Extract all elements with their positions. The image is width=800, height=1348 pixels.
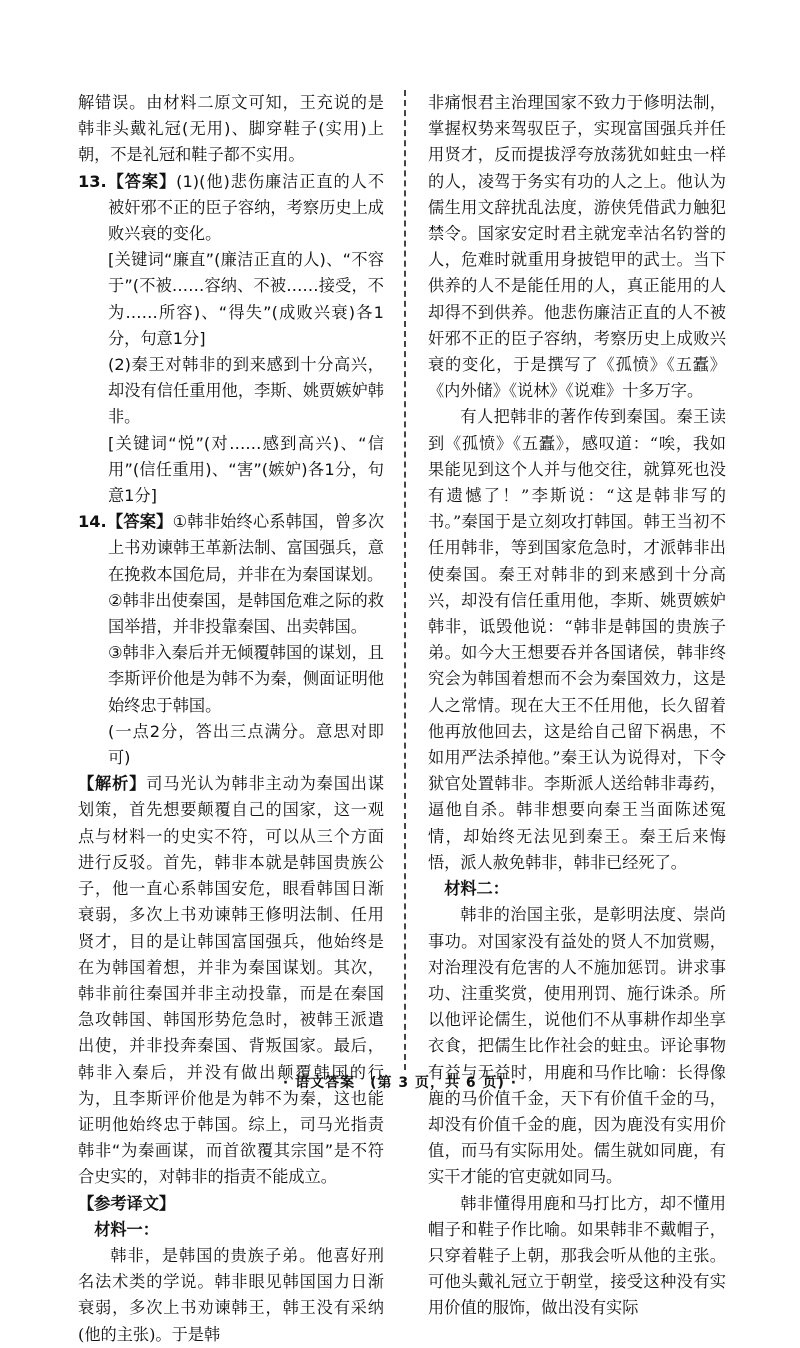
q13-keywords-1: [关键词“廉直”(廉洁正直的人)、“不容于”(不被……容纳、不被……接受，不为……所容)、“得失”(成败兴衰)各1分，句意1分] bbox=[108, 250, 384, 348]
material-2-paragraph-1: 韩非的治国主张，是彰明法度、崇尚事功。对国家没有益处的贤人不加赏赐，对治理没有危害的人不施加惩罚。讲求事功、注重奖赏，使用刑罚、施行诛杀。所以他评论儒生，说他们不从事耕作却坐享衣食，把儒生比作社会的蛀虫。评论事物有益与无益时，用鹿和马作比喻：长得像鹿的马价值千金，天下有价值千金的马，却没有价值千金的鹿，因为鹿没有实用价值，而马有实际用处。儒生就如同鹿，有实干才能的官吏就如同马。 bbox=[428, 905, 726, 1187]
material-1-paragraph-1: 韩非，是韩国的贵族子弟。他喜好刑名法术类的学说。韩非眼见韩国国力日渐衰弱，多次上书劝谏韩王，韩王没有采纳(他的主张)。于是韩 bbox=[78, 1245, 384, 1344]
q14-answer-tag: 【答案】 bbox=[106, 512, 173, 532]
left-column bbox=[78, 90, 384, 1348]
right-column bbox=[428, 90, 726, 1322]
q13-keywords-2: [关键词“悦”(对……感到高兴)、“信用”(信任重用)、“害”(嫉妒)各1分，句意1分] bbox=[108, 433, 384, 506]
material-2-paragraph-2: 韩非懂得用鹿和马打比方，却不懂用帽子和鞋子作比喻。如果韩非不戴帽子，只穿着鞋子上朝，那我会听从他的主张。可他头戴礼冠立于朝堂，接受这种没有实用价值的服饰，做出没有实际 bbox=[428, 1193, 726, 1318]
q14-answer-1-text: ①韩非始终心系韩国，曾多次上书劝谏韩王革新法制、富国强兵，意在挽救本国危局，并非在为秦国谋划。 bbox=[108, 512, 385, 584]
q14-analysis-text: 司马光认为韩非主动为秦国出谋划策，首先想要颠覆自己的国家，这一观点与材料一的史实不符，可以从三个方面进行反驳。首先，韩非本就是韩国贵族公子，他一直心系韩国安危，眼看韩国日渐衰弱，多次上书劝谏韩王修明法制、任用贤才，目的是让韩国富国强兵，他始终是在为韩国着想，并非为秦国谋划。其次，韩非前往秦国并非主动投靠，而是在秦国急攻韩国、韩国形势危急时，被韩王派遣出使，并非投奔秦国、背叛国家。最后，韩非入秦后，并没有做出颠覆韩国的行为，且李斯评价他是为韩不为秦，这也能证明他始终忠于韩国。综上，司马光指责韩非“为秦画谋，而首欲覆其宗国”是不符合史实的，对韩非的指责不能成立。 bbox=[78, 774, 385, 1187]
q14-number: 14. bbox=[78, 512, 107, 532]
reference-translation-title: 【参考译文】 bbox=[78, 1193, 176, 1213]
column-divider bbox=[404, 90, 406, 1070]
q13-answer-1 bbox=[78, 169, 384, 248]
material-1-title: 材料一： bbox=[94, 1219, 159, 1239]
q14-answer-2: ②韩非出使秦国，是韩国危难之际的救国举措，并非投靠秦国、出卖韩国。 bbox=[108, 590, 384, 637]
q14-answer-1 bbox=[78, 509, 384, 588]
q13-number: 13. bbox=[78, 171, 107, 191]
q14-analysis-tag: 【解析】 bbox=[78, 774, 147, 794]
material-1-paragraph-2: 有人把韩非的著作传到秦国。秦王读到《孤愤》《五蠹》，感叹道：“唉，我如果能见到这个人并与他交往，就算死也没有遗憾了！”李斯说：“这是韩非写的书。”秦国于是立刻攻打韩国。韩王当初不任用韩非，等到国家危急时，才派韩非出使秦国。秦王对韩非的到来感到十分高兴，却没有信任重用他，李斯、姚贾嫉妒韩非，诋毁他说：“韩非是韩国的贵族子弟。如今大王想要吞并各国诸侯，韩非终究会为韩国着想而不会为秦国效力，这是人之常情。现在大王不任用他，长久留着他再放他回去，这是给自己留下祸患，不如用严法杀掉他。”秦王认为说得对，下令狱官处置韩非。李斯派人送给韩非毒药，逼他自杀。韩非想要向秦王当面陈述冤情，却始终无法见到秦王。秦王后来悔悟，派人赦免韩非，韩非已经死了。 bbox=[428, 407, 726, 872]
q13-answer-2: (2)秦王对韩非的到来感到十分高兴，却没有信任重用他，李斯、姚贾嫉妒韩非。 bbox=[108, 355, 384, 427]
material-1-paragraph-1-continued: 非痛恨君主治理国家不致力于修明法制，掌握权势来驾驭臣子，实现富国强兵并任用贤才，反而提拔浮夸放荡犹如蛀虫一样的人，凌驾于务实有功的人之上。他认为儒生用文辞扰乱法度，游侠凭借武力触犯禁令。国家安定时君主就宠幸沽名钓誉的人，危难时就重用身披铠甲的武士。当下供养的人不是能任用的人，真正能用的人却得不到供养。他悲伤廉洁正直的人不被奸邪不正的臣子容纳，考察历史上成败兴衰的变化，于是撰写了《孤愤》《五蠹》《内外储》《说林》《说难》十多万字。 bbox=[428, 93, 726, 401]
q13-answer-tag: 【答案】 bbox=[106, 171, 177, 191]
q13-answer-1-text: (1)(他)悲伤廉洁正直的人不被奸邪不正的臣子容纳，考察历史上成败兴衰的变化。 bbox=[108, 171, 385, 244]
material-2-title: 材料二： bbox=[444, 879, 509, 899]
q14-analysis bbox=[78, 771, 384, 1190]
q14-score-note: (一点2分，答出三点满分。意思对即可) bbox=[108, 721, 384, 768]
page-footer: · 语文答案 (第 3 页，共 6 页) · bbox=[282, 1075, 518, 1091]
q14-answer-3: ③韩非入秦后并无倾覆韩国的谋划，且李斯评价他是为韩不为秦，侧面证明他始终忠于韩国。 bbox=[108, 643, 384, 715]
intro-paragraph: 解错误。由材料二原文可知，王充说的是韩非头戴礼冠(无用)、脚穿鞋子(实用)上朝，不是礼冠和鞋子都不实用。 bbox=[78, 93, 384, 165]
